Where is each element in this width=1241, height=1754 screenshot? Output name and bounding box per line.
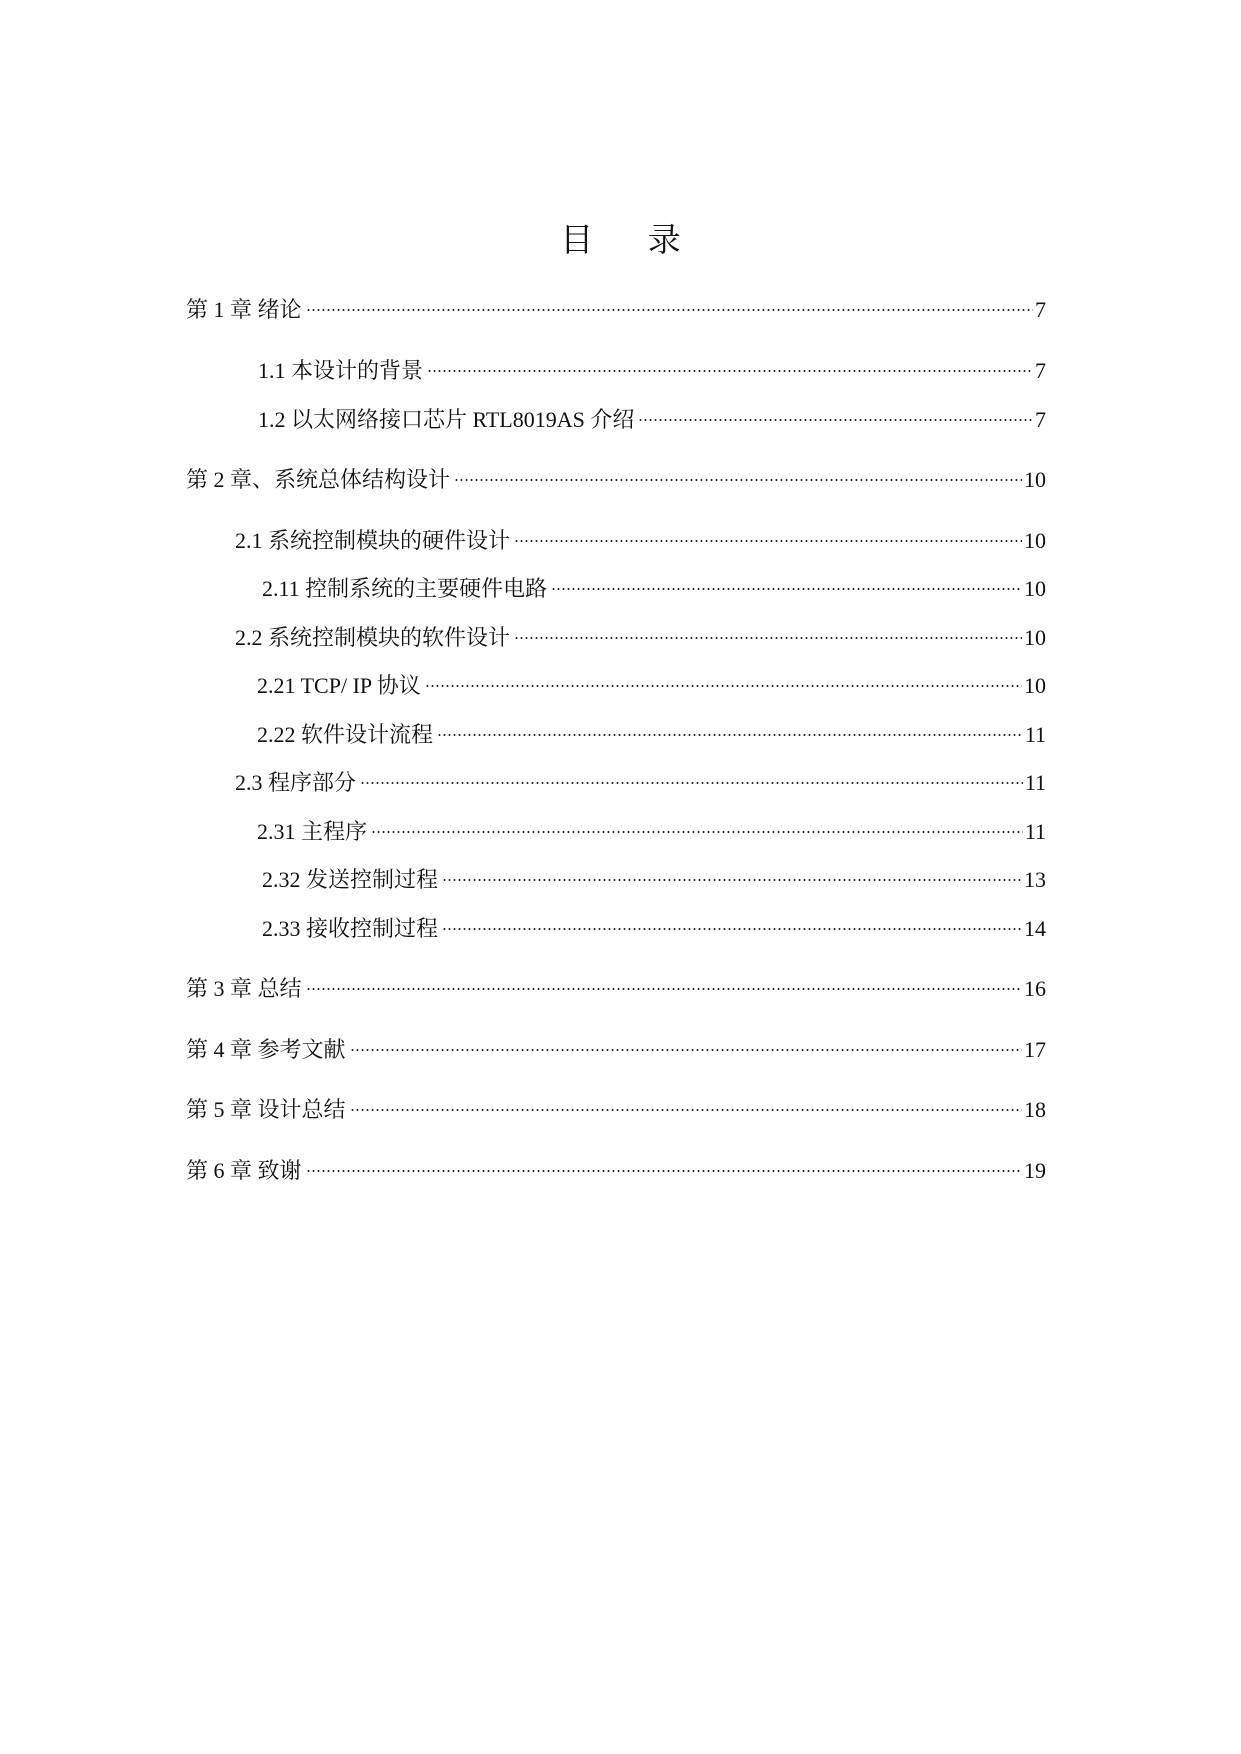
dot-leader: [638, 418, 1033, 422]
toc-entry-chapter-2[interactable]: [186, 463, 1046, 497]
toc-entry-label: 2.21 TCP/ IP 协议: [257, 673, 421, 698]
toc-entry-1-2[interactable]: [258, 403, 1046, 437]
dot-leader: [306, 308, 1033, 312]
dot-leader: [514, 539, 1022, 543]
toc-entry-chapter-1[interactable]: [186, 293, 1046, 327]
toc-entry-label: 第 2 章、系统总体结构设计: [186, 467, 451, 492]
toc-entry-label: 2.2 系统控制模块的软件设计: [235, 625, 511, 650]
toc-entry-label: 第 1 章 绪论: [186, 297, 302, 322]
dot-leader: [350, 1048, 1022, 1052]
toc-entry-chapter-4[interactable]: [186, 1033, 1046, 1067]
dot-leader: [306, 987, 1022, 991]
toc-entry-2-3[interactable]: [235, 766, 1046, 800]
toc-entry-page: 10: [1024, 576, 1046, 601]
toc-entry-1-1[interactable]: [258, 354, 1046, 388]
toc-entry-label: 第 5 章 设计总结: [186, 1097, 346, 1122]
toc-entry-page: 10: [1024, 625, 1046, 650]
toc-entry-2-1[interactable]: [235, 524, 1046, 558]
toc-entry-page: 11: [1024, 819, 1046, 844]
toc-entry-label: 1.1 本设计的背景: [258, 358, 424, 383]
dot-leader: [371, 830, 1023, 834]
dot-leader: [514, 636, 1022, 640]
toc-entry-2-33[interactable]: [262, 912, 1046, 946]
toc-entry-page: 18: [1024, 1097, 1046, 1122]
toc-entry-2-11[interactable]: [262, 572, 1046, 606]
toc-entry-page: 14: [1024, 916, 1046, 941]
toc-entry-label: 2.11 控制系统的主要硬件电路: [262, 576, 548, 601]
dot-leader: [427, 369, 1033, 373]
toc-entry-chapter-6[interactable]: [186, 1154, 1046, 1188]
dot-leader: [454, 478, 1022, 482]
toc-entry-label: 第 3 章 总结: [186, 976, 302, 1001]
toc-entry-page: 7: [1035, 358, 1046, 383]
dot-leader: [306, 1169, 1022, 1173]
dot-leader: [442, 927, 1022, 931]
toc-entry-page: 17: [1024, 1037, 1046, 1062]
toc-entry-page: 11: [1024, 770, 1046, 795]
dot-leader: [442, 878, 1022, 882]
toc-entry-label: 2.3 程序部分: [235, 770, 357, 795]
toc-entry-page: 16: [1024, 976, 1046, 1001]
page-title: 目 录: [560, 220, 703, 259]
toc-entry-2-22[interactable]: [257, 718, 1046, 752]
toc-entry-label: 第 4 章 参考文献: [186, 1037, 346, 1062]
toc-entry-label: 2.31 主程序: [257, 819, 368, 844]
toc-entry-page: 10: [1024, 528, 1046, 553]
toc-entry-page: 11: [1024, 722, 1046, 747]
toc-entry-page: 7: [1035, 297, 1046, 322]
toc-entry-2-31[interactable]: [257, 815, 1046, 849]
toc-entry-2-2[interactable]: [235, 621, 1046, 655]
toc-entry-page: 10: [1024, 673, 1046, 698]
toc-entry-label: 2.32 发送控制过程: [262, 867, 439, 892]
toc-entry-page: 10: [1024, 467, 1046, 492]
toc-entry-label: 第 6 章 致谢: [186, 1158, 302, 1183]
toc-entry-label: 2.1 系统控制模块的硬件设计: [235, 528, 511, 553]
dot-leader: [425, 684, 1022, 688]
dot-leader: [551, 587, 1022, 591]
toc-entry-chapter-3[interactable]: [186, 972, 1046, 1006]
toc-entry-2-21[interactable]: [257, 669, 1046, 703]
toc-entry-label: 1.2 以太网络接口芯片 RTL8019AS 介绍: [258, 407, 635, 432]
toc-entry-chapter-5[interactable]: [186, 1093, 1046, 1127]
dot-leader: [437, 733, 1023, 737]
toc-entry-page: 13: [1024, 867, 1046, 892]
toc-entry-page: 19: [1024, 1158, 1046, 1183]
dot-leader: [350, 1108, 1022, 1112]
dot-leader: [360, 781, 1023, 785]
toc-entry-label: 2.22 软件设计流程: [257, 722, 434, 747]
toc-entry-label: 2.33 接收控制过程: [262, 916, 439, 941]
toc-entry-2-32[interactable]: [262, 863, 1046, 897]
toc-entry-page: 7: [1035, 407, 1046, 432]
